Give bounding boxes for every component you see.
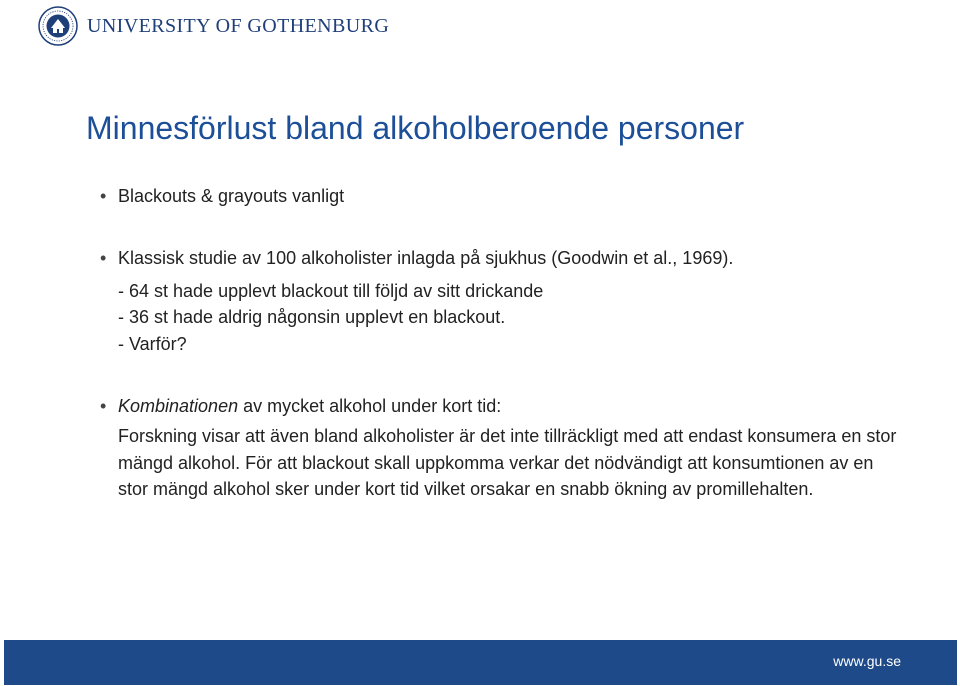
bullet-item — [100, 396, 501, 417]
sub-line: - 64 st hade upplevt blackout till följd av sitt drickande — [118, 281, 544, 301]
emphasis-text: Kombinationen — [118, 396, 239, 416]
header — [38, 4, 389, 48]
slide-title: Minnesförlust bland alkoholberoende personer — [86, 110, 745, 146]
bullet-text: av mycket alkohol under kort tid: — [238, 396, 502, 416]
bullet-item — [100, 248, 733, 269]
bullet-item — [100, 186, 344, 207]
footer-url[interactable]: www.gu.se — [833, 653, 901, 669]
footer-bar — [4, 640, 957, 685]
university-name: UNIVERSITY OF GOTHENBURG — [87, 14, 390, 37]
bullet-icon: • — [100, 186, 107, 206]
bullet-text: Blackouts & grayouts vanligt — [118, 186, 345, 206]
sub-line: - 36 st hade aldrig någonsin upplevt en blackout. — [118, 307, 506, 327]
university-seal-icon — [38, 6, 78, 46]
bullet-icon: • — [100, 248, 107, 268]
sub-line: - Varför? — [118, 334, 187, 354]
body-paragraph: Forskning visar att även bland alkoholister är det inte tillräckligt med att endast konsumera en stor mängd alkohol. För att blackout skall uppkomma verkar det nödvändigt att konsumtionen av en stor mängd alkohol sker under kort tid vilket orsakar en snabb ökning av promillehalten. — [118, 426, 897, 499]
bullet-icon: • — [100, 396, 107, 416]
bullet-text: Klassisk studie av 100 alkoholister inlagda på sjukhus (Goodwin et al., 1969). — [118, 248, 734, 268]
